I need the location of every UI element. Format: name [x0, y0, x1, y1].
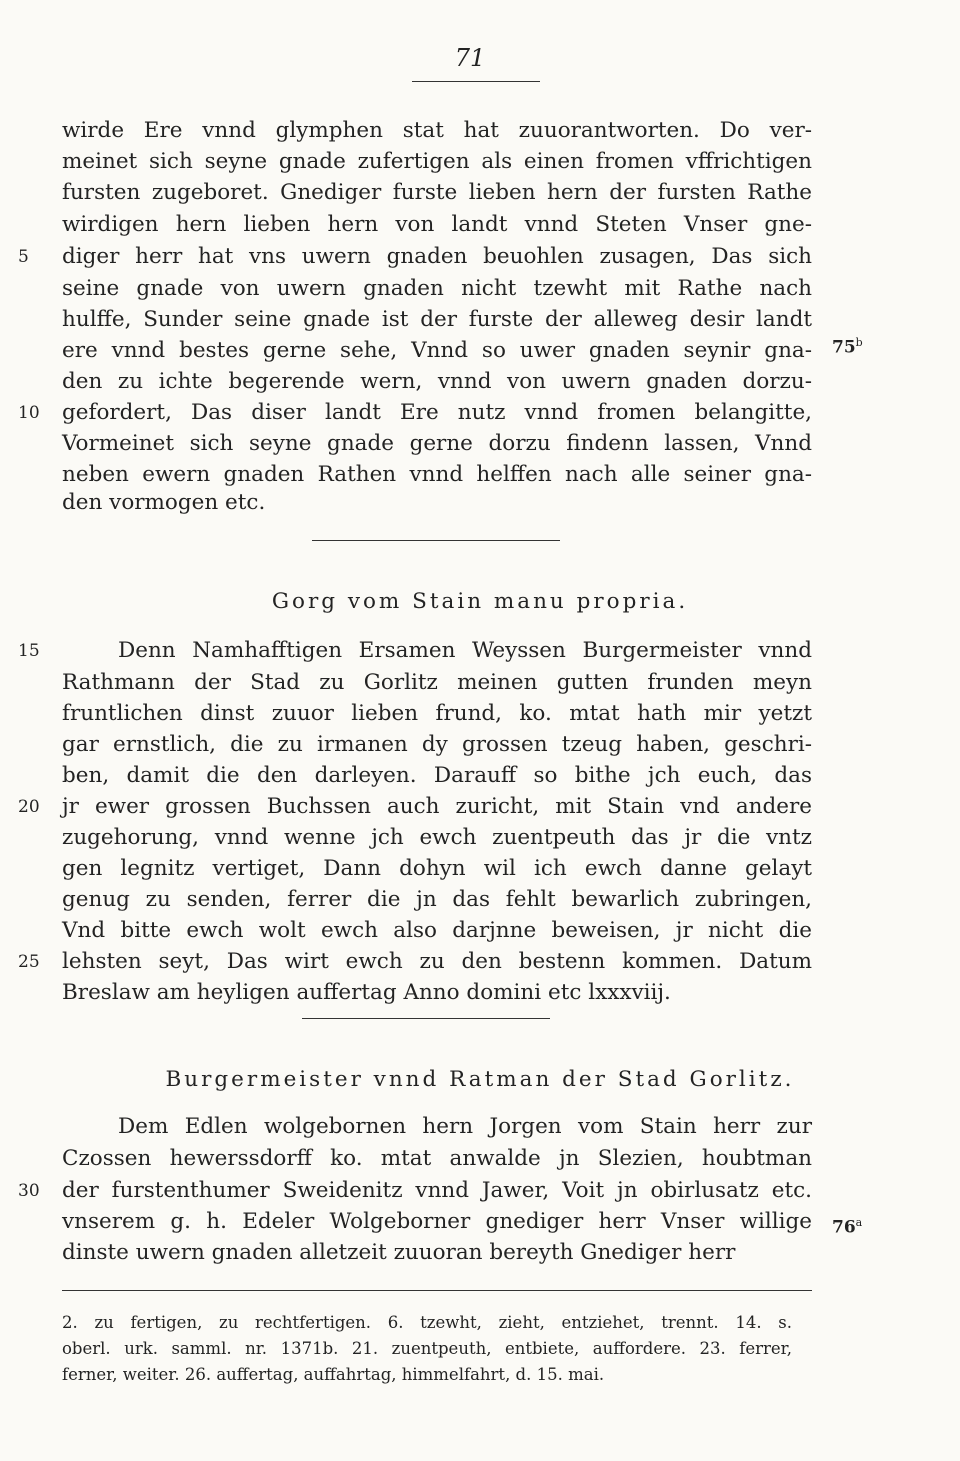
- text-line: wirde Ere vnnd glymphen stat hat zuuorantworten. Do ver-: [62, 118, 812, 143]
- margin-note-number: 76: [832, 1217, 856, 1238]
- margin-note-suffix: b: [855, 336, 863, 349]
- text-line: neben ewern gnaden Rathen vnnd helffen nach alle seiner gna-: [62, 462, 812, 487]
- text-line: seine gnade von uwern gnaden nicht tzewht mit Rathe nach: [62, 276, 812, 301]
- margin-note-suffix: a: [855, 1216, 863, 1229]
- text-line: den zu ichte begerende wern, vnnd von uwern gnaden dorzu-: [62, 369, 812, 394]
- text-line: dinste uwern gnaden alletzeit zuuoran bereyth Gnediger herr: [62, 1240, 736, 1265]
- text-line: jr ewer grossen Buchssen auch zuricht, mit Stain vnd andere: [62, 794, 812, 819]
- line-number: 10: [18, 403, 40, 423]
- text-line: Czossen hewerssdorff ko. mtat anwalde jn Slezien, houbtman: [62, 1146, 812, 1171]
- text-line: wirdigen hern lieben hern von landt vnnd Steten Vnser gne-: [62, 212, 812, 237]
- text-line: Vnd bitte ewch wolt ewch also darjnne beweisen, jr nicht die: [62, 918, 812, 943]
- line-number: 15: [18, 641, 40, 661]
- text-line: hulffe, Sunder seine gnade ist der furste der alleweg desir landt: [62, 307, 812, 332]
- footnote-line: ferner, weiter. 26. auffertag, auffahrtag, himmelfahrt, d. 15. mai.: [62, 1365, 605, 1384]
- text-line: fruntlichen dinst zuuor lieben frund, ko. mtat hath mir yetzt: [62, 701, 812, 726]
- section-heading: Burgermeister vnnd Ratman der Stad Gorlitz.: [165, 1067, 795, 1092]
- text-line: genug zu senden, ferrer die jn das fehlt bewarlich zubringen,: [62, 887, 812, 912]
- page-number: 71: [454, 44, 486, 72]
- section-divider: [302, 1018, 550, 1019]
- text-line: fursten zugeboret. Gnediger furste lieben hern der fursten Rathe: [62, 180, 812, 205]
- text-line: zugehorung, vnnd wenne jch ewch zuentpeuth das jr die vntz: [62, 825, 812, 850]
- line-number: 5: [18, 247, 29, 267]
- text-line: gefordert, Das diser landt Ere nutz vnnd fromen belangitte,: [62, 400, 812, 425]
- text-line: gen legnitz vertiget, Dann dohyn wil ich ewch danne gelayt: [62, 856, 812, 881]
- signature-line: Gorg vom Stain manu propria.: [271, 589, 689, 614]
- text-line: der furstenthumer Sweidenitz vnnd Jawer, Voit jn obirlusatz etc.: [62, 1178, 812, 1203]
- line-number: 30: [18, 1181, 40, 1201]
- text-line: Rathmann der Stad zu Gorlitz meinen gutten frunden meyn: [62, 670, 812, 695]
- section-divider: [312, 540, 560, 541]
- text-line: den vormogen etc.: [62, 490, 266, 515]
- text-line: lehsten seyt, Das wirt ewch zu den bestenn kommen. Datum: [62, 949, 812, 974]
- page-number-rule: [412, 81, 540, 82]
- text-line: Breslaw am heyligen auffertag Anno domini etc lxxxviij.: [62, 980, 671, 1005]
- text-line: Vormeinet sich seyne gnade gerne dorzu findenn lassen, Vnnd: [62, 431, 812, 456]
- footnote-line: 2. zu fertigen, zu rechtfertigen. 6. tzewht, zieht, entziehet, trennt. 14. s.: [62, 1313, 792, 1332]
- margin-note: [832, 1210, 862, 1241]
- text-line: ere vnnd bestes gerne sehe, Vnnd so uwer gnaden seynir gna-: [62, 338, 812, 363]
- text-line: meinet sich seyne gnade zufertigen als einen fromen vffrichtigen: [62, 149, 812, 174]
- text-line: ben, damit die den darleyen. Darauff so bithe jch euch, das: [62, 763, 812, 788]
- text-line: diger herr hat vns uwern gnaden beuohlen zusagen, Das sich: [62, 244, 812, 269]
- text-line: gar ernstlich, die zu irmanen dy grossen tzeug haben, geschri-: [62, 732, 812, 757]
- footnote-line: oberl. urk. samml. nr. 1371b. 21. zuentpeuth, entbiete, auffordere. 23. ferrer,: [62, 1339, 792, 1358]
- text-line: Denn Namhafftigen Ersamen Weyssen Burgermeister vnnd: [118, 638, 812, 663]
- footnote-divider: [62, 1290, 812, 1291]
- text-line: vnserem g. h. Edeler Wolgeborner gnediger herr Vnser willige: [62, 1209, 812, 1234]
- line-number: 25: [18, 952, 40, 972]
- line-number: 20: [18, 797, 40, 817]
- margin-note: [832, 330, 863, 361]
- margin-note-number: 75: [832, 337, 856, 358]
- text-line: Dem Edlen wolgebornen hern Jorgen vom Stain herr zur: [118, 1114, 812, 1139]
